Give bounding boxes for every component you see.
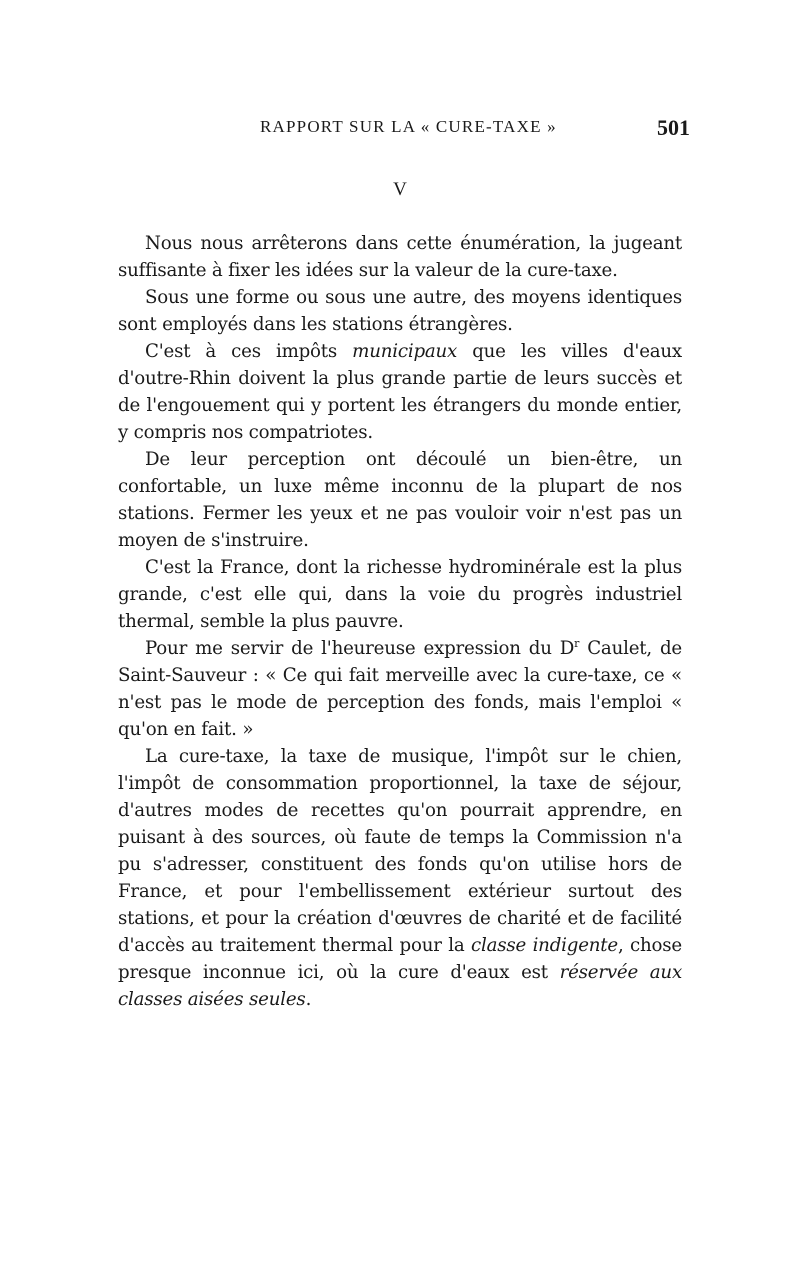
italic-run: réservée aux classes aisées seules	[118, 962, 682, 1010]
text-run: C'est à ces impôts	[145, 341, 353, 362]
running-head	[120, 115, 690, 139]
text-run: Caulet, de Saint-Sauveur : « Ce qui fait merveille avec la cure-taxe, ce « n'est pas le mode de perception des fonds, mais l'emploi « qu'on en fait. »	[118, 638, 682, 740]
body-text	[118, 230, 682, 1013]
italic-run: municipaux	[352, 341, 458, 362]
running-title: RAPPORT SUR LA « CURE-TAXE »	[260, 117, 557, 136]
paragraph: De leur perception ont découlé un bien-être, un confortable, un luxe même inconnu de la plupart de nos stations. Fermer les yeux et ne pas vouloir voir n'est pas un moyen de s'instruire.	[118, 449, 682, 551]
text-run: que les villes d'eaux d'outre-Rhin doivent la plus grande partie de leurs succès et de l'engouement qui y portent les étrangers du monde entier, y compris nos compatriotes.	[118, 341, 682, 443]
text-run: La cure-taxe, la taxe de musique, l'impôt sur le chien, l'impôt de consommation proportionnel, la taxe de séjour, d'autres modes de recettes qu'on pourrait apprendre, en puisant à des sources, où faute de temps la Commission n'a pu s'adresser, constituent des fonds qu'on utilise hors de France, et pour l'embellissement extérieur surtout des stations, et pour la création d'œuvres de charité et de facilité d'accès au traitement thermal pour la	[118, 746, 682, 956]
paragraph: Sous une forme ou sous une autre, des moyens identiques sont employés dans les stations étrangères.	[118, 287, 682, 335]
paragraph	[118, 635, 682, 743]
text-run: , chose presque inconnue ici, où la cure d'eaux est	[118, 935, 682, 983]
paragraph: Nous nous arrêterons dans cette énumération, la jugeant suffisante à fixer les idées sur la valeur de la cure-taxe.	[118, 233, 682, 281]
section-number: V	[393, 179, 407, 200]
italic-run: classe indigente	[470, 935, 618, 956]
text-run: Pour me servir de l'heureuse expression du D	[145, 638, 575, 659]
paragraph	[118, 743, 682, 1013]
text-run: .	[305, 989, 312, 1010]
paragraph	[118, 338, 682, 446]
superscript: r	[574, 636, 580, 650]
paragraph: C'est la France, dont la richesse hydrominérale est la plus grande, c'est elle qui, dans la voie du progrès industriel thermal, semble la plus pauvre.	[118, 557, 682, 632]
page-number: 501	[657, 115, 690, 140]
